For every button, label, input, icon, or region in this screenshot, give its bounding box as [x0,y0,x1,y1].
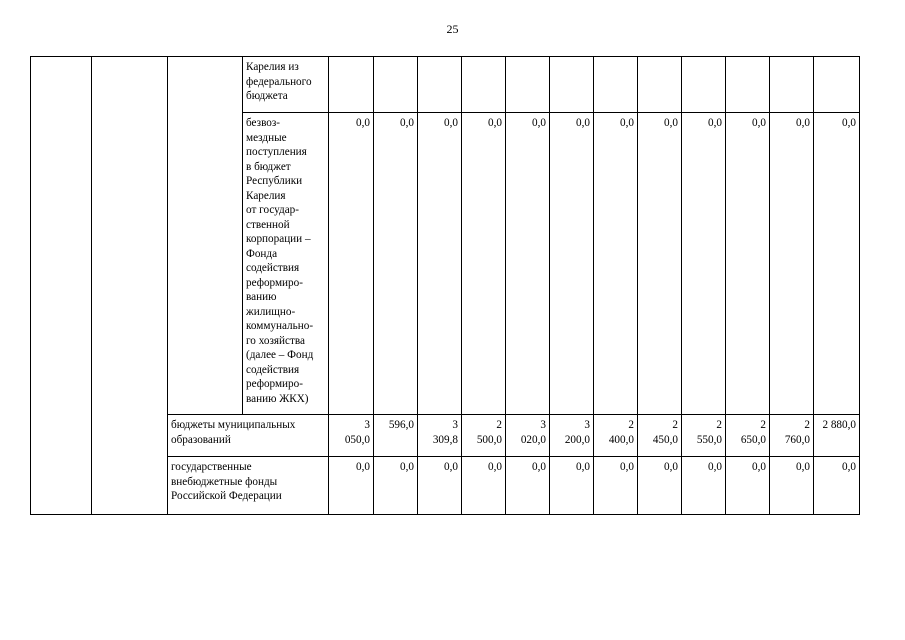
text-line: в бюджет [246,160,291,173]
text-line: Карелия [246,189,286,202]
col-3-cell [168,57,243,415]
text-line: ванию ЖКХ) [246,392,309,405]
value-cell: 0,0 [506,457,550,515]
text-line: ванию [246,291,277,303]
text-line: 2 [672,419,678,431]
value-cell: 0,0 [462,457,506,515]
value-cell [550,57,594,113]
value-cell: 0,0 [682,113,726,415]
text-line: Фонда [246,247,278,260]
value-cell: 0,0 [329,457,374,515]
text-line: Российской Федерации [171,490,282,502]
text-line: реформиро- [246,378,303,390]
value-cell [726,415,770,457]
text-line: образований [171,433,231,446]
text-line: Карелия из [246,61,299,73]
value-cell: 0,0 [374,113,418,415]
value-cell: 0,0 [770,113,814,415]
text-line: 760,0 [784,433,810,446]
text-line: 400,0 [608,433,634,446]
text-line: поступления [246,146,307,158]
value-cell [418,57,462,113]
value-cell: 0,0 [726,113,770,415]
value-cell: 0,0 [418,113,462,415]
value-cell [770,57,814,113]
text-line: федерального [246,75,312,88]
text-line: го хозяйства [246,334,305,347]
text-line: от государ- [246,204,299,216]
text-line: 2 [804,419,810,431]
value-cell: 0,0 [594,113,638,415]
value-cell [462,57,506,113]
text-line: внебюджетные фонды [171,475,278,488]
text-line: 3 [452,419,458,431]
table-row [31,57,860,113]
value-cell: 0,0 [770,457,814,515]
value-cell [814,415,860,457]
value-cell: 0,0 [638,113,682,415]
value-cell: 0,0 [814,113,860,415]
text-line: 200,0 [564,433,590,446]
text-line: 3 [584,419,590,431]
value-cell [418,415,462,457]
text-line: бюджета [246,90,288,102]
value-cell [374,415,418,457]
value-cell [638,57,682,113]
value-cell: 0,0 [329,113,374,415]
text-line: 596,0 [388,419,414,431]
text-line: реформиро- [246,276,303,289]
text-line: мездные [246,131,287,144]
value-cell [374,57,418,113]
row-label [168,457,329,515]
text-line: 2 [716,419,722,431]
value-cell [506,57,550,113]
value-cell: 0,0 [726,457,770,515]
value-cell [770,415,814,457]
text-line: 650,0 [740,433,766,446]
row-label [243,57,329,113]
text-line: 3 [364,419,370,431]
text-line: 500,0 [476,433,502,446]
value-cell [462,415,506,457]
value-cell [682,57,726,113]
text-line: 2 [628,419,634,431]
text-line: государственные [171,461,252,473]
text-line: жилищно- [246,305,296,318]
value-cell [506,415,550,457]
value-cell: 0,0 [638,457,682,515]
value-cell: 0,0 [814,457,860,515]
text-line: 050,0 [344,433,370,446]
text-line: 020,0 [520,433,546,446]
text-line: 309,8 [432,433,458,446]
value-cell: 0,0 [682,457,726,515]
value-cell: 0,0 [550,457,594,515]
page-number: 25 [446,22,459,36]
value-cell: 0,0 [418,457,462,515]
budget-table [30,56,860,515]
value-cell [594,57,638,113]
row-label [168,415,329,457]
value-cell: 0,0 [550,113,594,415]
row-label [243,113,329,415]
text-line: бюджеты муниципальных [171,419,296,431]
text-line: Республики [246,175,303,187]
text-line: 550,0 [696,433,722,446]
text-line: 2 [496,419,502,431]
value-cell [329,415,374,457]
text-line: (далее – Фонд [246,349,314,361]
text-line: 2 880,0 [822,419,856,431]
value-cell: 0,0 [506,113,550,415]
text-line: безвоз- [246,117,281,129]
text-line: коммунально- [246,320,314,332]
value-cell [638,415,682,457]
col-1-cell [31,57,92,515]
text-line: содействия [246,262,300,274]
value-cell: 0,0 [374,457,418,515]
text-line: 3 [540,419,546,431]
text-line: 2 [760,419,766,431]
col-2-cell [92,57,168,515]
value-cell [550,415,594,457]
value-cell [594,415,638,457]
text-line: корпорации – [246,233,311,245]
value-cell: 0,0 [594,457,638,515]
text-line: ственной [246,218,290,231]
text-line: содействия [246,363,300,376]
value-cell: 0,0 [462,113,506,415]
value-cell [814,57,860,113]
value-cell [726,57,770,113]
value-cell [682,415,726,457]
value-cell [329,57,374,113]
text-line: 450,0 [652,433,678,446]
